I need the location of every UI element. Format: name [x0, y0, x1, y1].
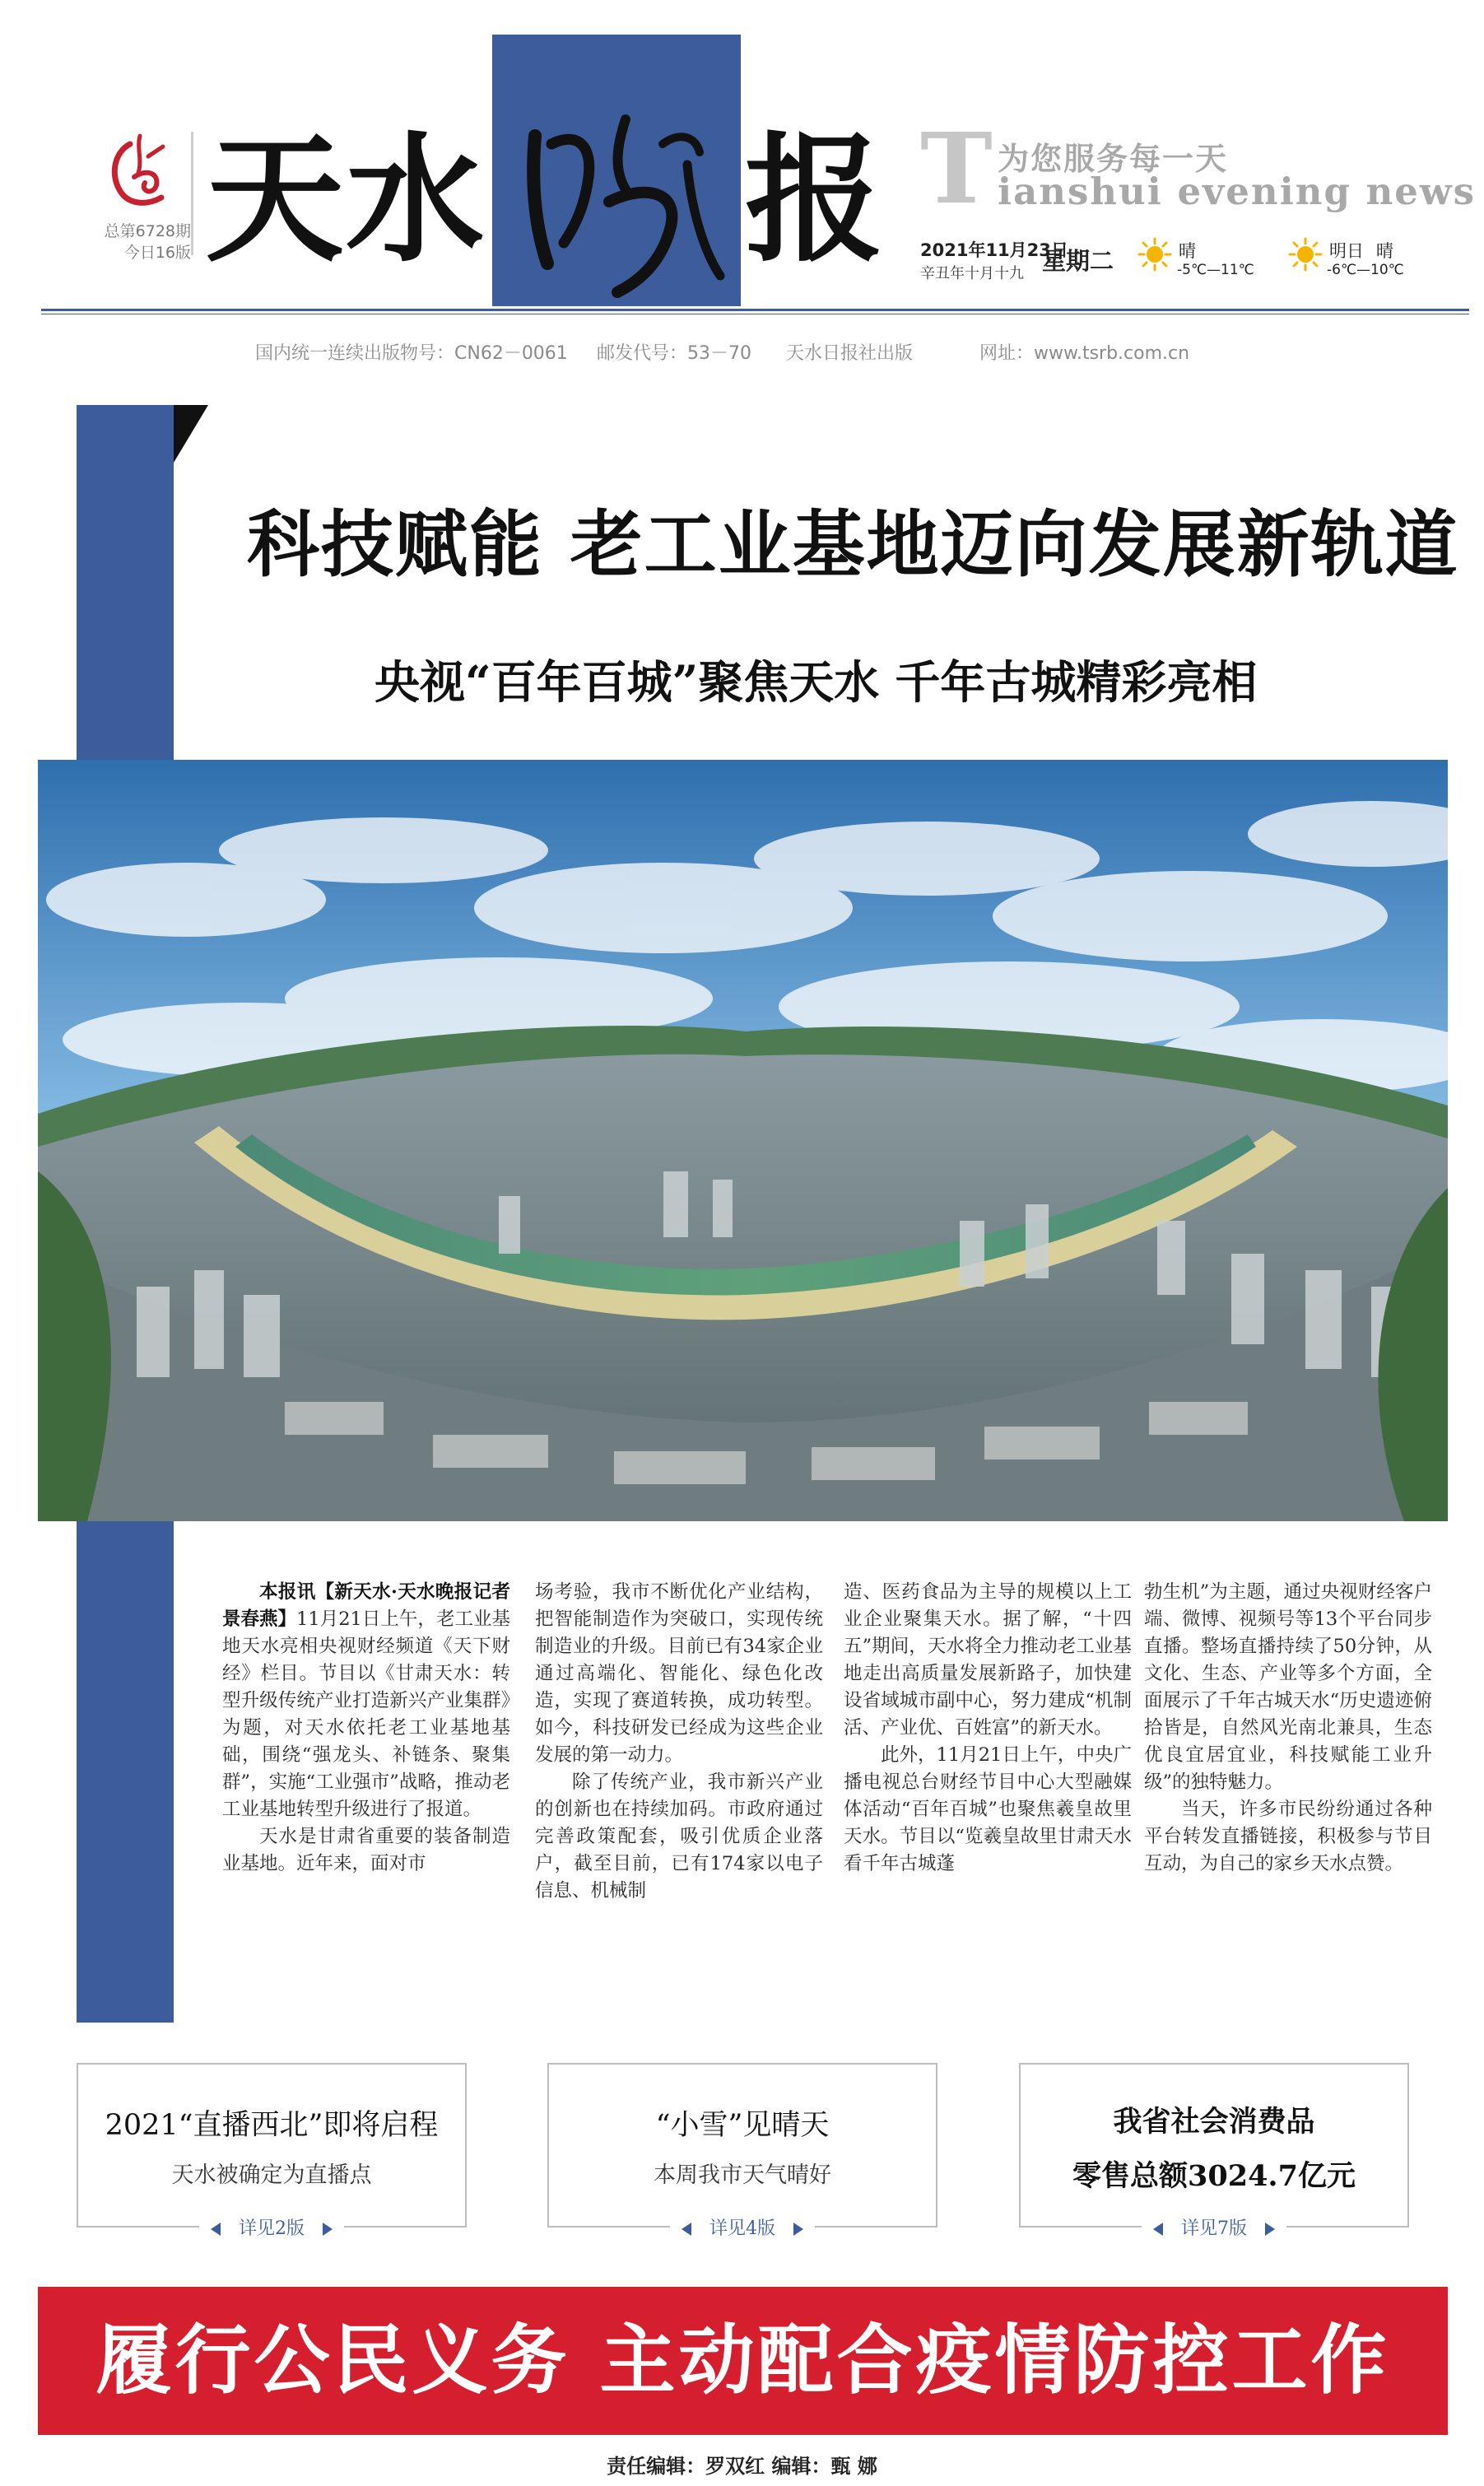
slogan: 为您服务每一天	[998, 140, 1229, 177]
teaser-box-2[interactable]	[547, 2063, 937, 2239]
slogan-initial: T	[920, 111, 993, 226]
lunar-date: 辛丑年十月十九	[920, 265, 1024, 282]
masthead-title-char-shui: 水	[346, 118, 484, 281]
article-col3-para2: 此外，11月21日上午，中央广播电视总台财经节目中心大型融媒体活动“百年百城”也聚焦羲皇故里天水。节目以“览羲皇故里甘肃天水看千年古城蓬	[844, 1744, 1132, 1874]
publication-date: 2021年11月23日	[920, 240, 1068, 260]
teaser-box-1[interactable]	[77, 2063, 467, 2239]
teaser-title-line2: 零售总额3024.7亿元	[1072, 2159, 1356, 2193]
lead-subhead: 央视“百年百城”聚焦天水 千年古城精彩亮相	[374, 655, 1258, 709]
article-column-4	[1144, 1579, 1432, 1878]
article-col2-para2: 除了传统产业，我市新兴产业的创新也在持续加码。市政府通过完善政策配套，吸引优质企业落户，截至目前，已有174家以电子信息、机械制	[535, 1771, 823, 1902]
article-column-2	[535, 1579, 823, 1905]
editor-credits: 责任编辑：罗双红 编辑：甄 娜	[607, 2455, 877, 2478]
issue-total: 总第6728期	[104, 222, 191, 240]
teaser-link-label: 详见4版	[709, 2218, 775, 2239]
masthead-title-char-tian: 天	[206, 118, 344, 281]
masthead-calligraphy-wan	[502, 86, 733, 309]
article-column-1	[222, 1579, 510, 1878]
teaser-title: 2021“直播西北”即将启程	[105, 2109, 439, 2142]
teaser-link-label: 详见7版	[1181, 2218, 1247, 2239]
website: 网址：www.tsrb.com.cn	[979, 343, 1190, 364]
serial-number: 国内统一连续出版物号：CN62－0061	[255, 343, 568, 364]
article-col3-para1: 造、医药食品为主导的规模以上工业企业聚集天水。据了解，“十四五”期间，天水将全力推动老工业基地走出高质量发展新路子，加快建设省域城市副中心，努力建成“机制活、产业优、百姓富”的新天水。	[844, 1581, 1132, 1739]
masthead-title-char-bao: 报	[745, 118, 883, 281]
article-col1-para1: 11月21日上午，老工业基地天水亮相央视财经频道《天下财经》栏目。节目以《甘肃天水：转型升级传统产业打造新兴产业集群》为题，对天水依托老工业基地基础，围绕“强龙头、补链条、聚集群”，实施“工业强市”战略，推动老工业基地转型升级进行了报道。	[222, 1608, 510, 1820]
masthead-rule	[41, 309, 1469, 311]
article-col4-para1: 勃生机”为主题，通过央视财经客户端、微博、视频号等13个平台同步直播。整场直播持续了50分钟，从文化、生态、产业等多个方面，全面展示了千年古城天水“历史遗迹俯拾皆是，自然风光南北兼具，生态优良宜居宜业，科技赋能工业升级”的独特魅力。	[1144, 1581, 1432, 1793]
tomorrow-temperature: -6℃—10℃	[1327, 262, 1404, 278]
today-weather: 晴	[1179, 241, 1196, 261]
teaser-link[interactable]	[549, 2214, 936, 2240]
tomorrow-label: 明日	[1329, 241, 1364, 261]
teaser-link-label: 详见2版	[239, 2218, 305, 2239]
sunny-icon	[1137, 237, 1172, 272]
article-byline: 本报讯【新天水·天水晚报记者景春燕】	[222, 1581, 510, 1630]
today-temperature: -5℃—11℃	[1177, 262, 1254, 278]
publisher: 天水日报社出版	[786, 343, 914, 364]
teaser-subtitle: 本周我市天气晴好	[654, 2162, 831, 2188]
english-title: ianshui evening news	[998, 170, 1476, 213]
lead-headline: 科技赋能 老工业基地迈向发展新轨道	[247, 502, 1459, 587]
postal-code: 邮发代号：53－70	[597, 343, 751, 364]
tomorrow-weather: 晴	[1376, 241, 1393, 261]
teaser-subtitle: 天水被确定为直播点	[171, 2162, 372, 2188]
sunny-icon-tomorrow	[1288, 237, 1323, 272]
arrow-left-icon	[682, 2223, 691, 2236]
arrow-right-icon	[793, 2223, 803, 2236]
issue-info	[67, 221, 191, 263]
teaser-box-3[interactable]	[1019, 2063, 1409, 2239]
article-column-3	[844, 1579, 1132, 1878]
article-col2-para1: 场考验，我市不断优化产业结构，把智能制造作为突破口，实现传统制造业的升级。目前已有34家企业通过高端化、智能化、绿色化改造，实现了赛道转换，成功转型。如今，科技研发已经成为这些企业发展的第一动力。	[535, 1581, 823, 1766]
teaser-link[interactable]	[1021, 2214, 1407, 2240]
weekday: 星期二	[1042, 247, 1114, 275]
arrow-right-icon	[323, 2223, 333, 2236]
lead-story-corner	[174, 405, 208, 463]
teaser-link[interactable]	[78, 2214, 465, 2240]
article-col1-para2: 天水是甘肃省重要的装备制造业基地。近年来，面对市	[222, 1826, 510, 1874]
arrow-left-icon	[1153, 2223, 1163, 2236]
teaser-title: “小雪”见晴天	[655, 2109, 830, 2142]
public-service-banner-text: 履行公民义务 主动配合疫情防控工作	[95, 2316, 1390, 2405]
teaser-title: 我省社会消费品	[1113, 2105, 1315, 2139]
pages-today: 今日16版	[123, 244, 191, 262]
city-panorama-photo	[38, 760, 1448, 1521]
article-col4-para2: 当天，许多市民纷纷通过各种平台转发直播链接，积极参与节目互动，为自己的家乡天水点赞。	[1144, 1799, 1432, 1874]
masthead-divider	[191, 132, 193, 255]
arrow-right-icon	[1265, 2223, 1275, 2236]
newspaper-logo	[97, 132, 179, 222]
arrow-left-icon	[211, 2223, 221, 2236]
